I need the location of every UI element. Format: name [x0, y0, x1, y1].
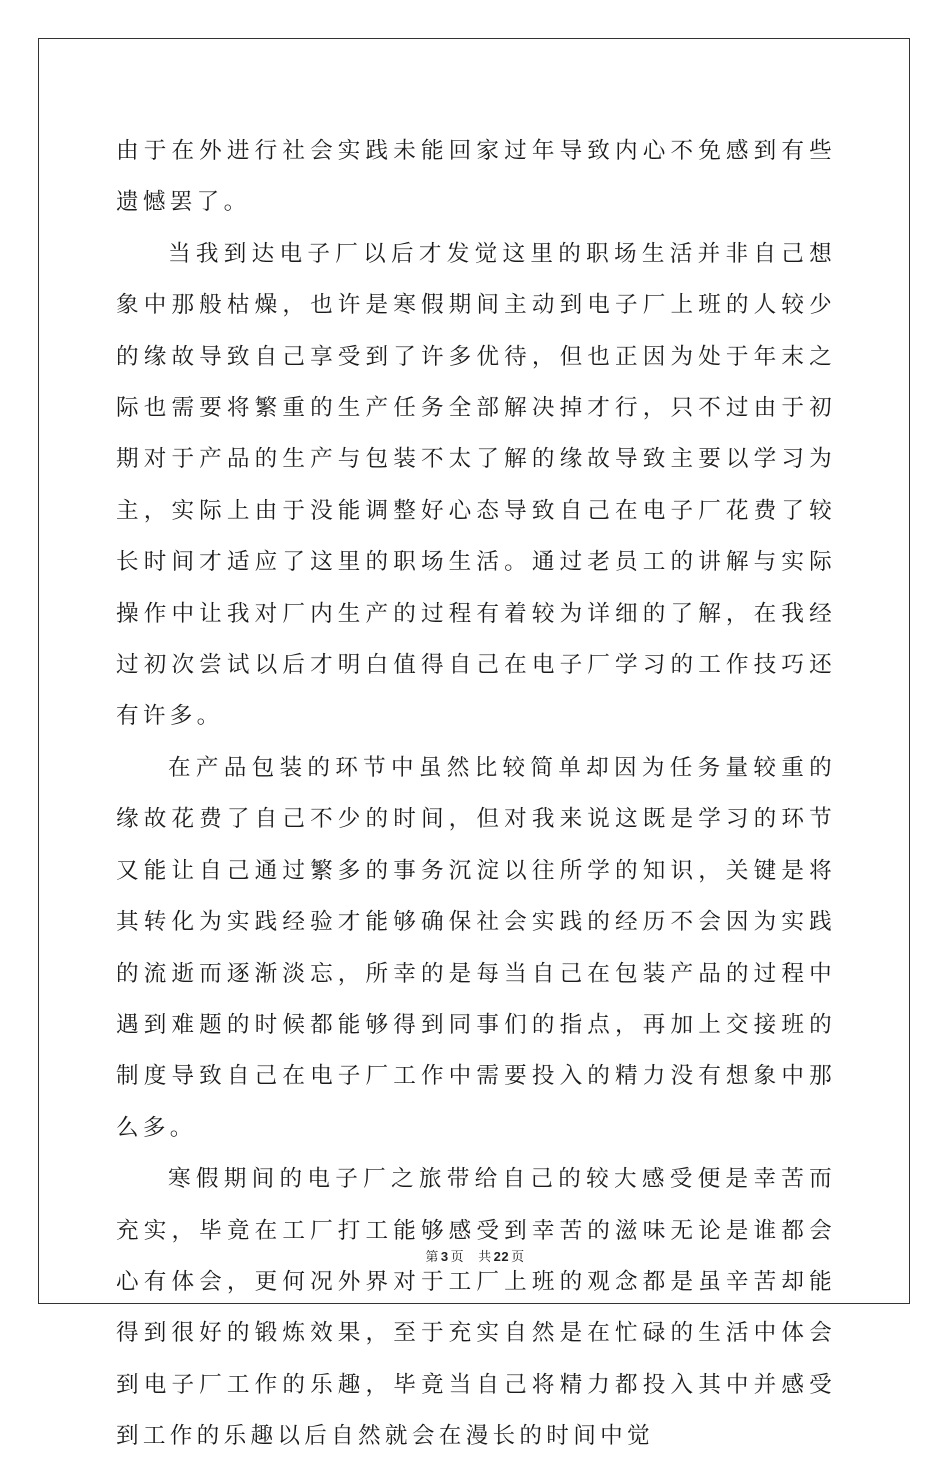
- page-prefix: 第: [425, 1250, 439, 1265]
- total-suffix: 页: [511, 1250, 525, 1265]
- page-footer: [0, 1246, 950, 1265]
- total-pages: 22: [493, 1249, 510, 1264]
- paragraph-1: 由于在外进行社会实践未能回家过年导致内心不免感到有些遗憾罢了。: [116, 138, 836, 216]
- total-prefix: 共: [478, 1250, 492, 1265]
- paragraph-2: 当我到达电子厂以后才发觉这里的职场生活并非自己想象中那般枯燥，也许是寒假期间主动到电子厂上班的人较少的缘故导致自己享受到了许多优待，但也正因为处于年末之际也需要将繁重的生产任务全部解决掉才行，只不过由于初期对于产品的生产与包装不太了解的缘故导致主要以学习为主，实际上由于没能调整好心态导致自己在电子厂花费了较长时间才适应了这里的职场生活。通过老员工的讲解与实际操作中让我对厂内生产的过程有着较为详细的了解，在我经过初次尝试以后才明白值得自己在电子厂学习的工作技巧还有许多。: [116, 240, 836, 730]
- paragraph-3: 在产品包装的环节中虽然比较简单却因为任务量较重的缘故花费了自己不少的时间，但对我来说这既是学习的环节又能让自己通过繁多的事务沉淀以往所学的知识，关键是将其转化为实践经验才能够确保社会实践的经历不会因为实践的流逝而逐渐淡忘，所幸的是每当自己在包装产品的过程中遇到难题的时候都能够得到同事们的指点，再加上交接班的制度导致自己在电子厂工作中需要投入的精力没有想象中那么多。: [116, 754, 836, 1141]
- page-suffix: 页: [450, 1250, 465, 1265]
- paragraph-4: 寒假期间的电子厂之旅带给自己的较大感受便是幸苦而充实，毕竟在工厂打工能够感受到幸苦的滋味无论是谁都会心有体会，更何况外界对于工厂上班的观念都是虽辛苦却能得到很好的锻炼效果，至于充实自然是在忙碌的生活中体会到电子厂工作的乐趣，毕竟当自己将精力都投入其中并感受到工作的乐趣以后自然就会在漫长的时间中觉: [116, 1166, 836, 1450]
- page-number: 3: [440, 1249, 449, 1264]
